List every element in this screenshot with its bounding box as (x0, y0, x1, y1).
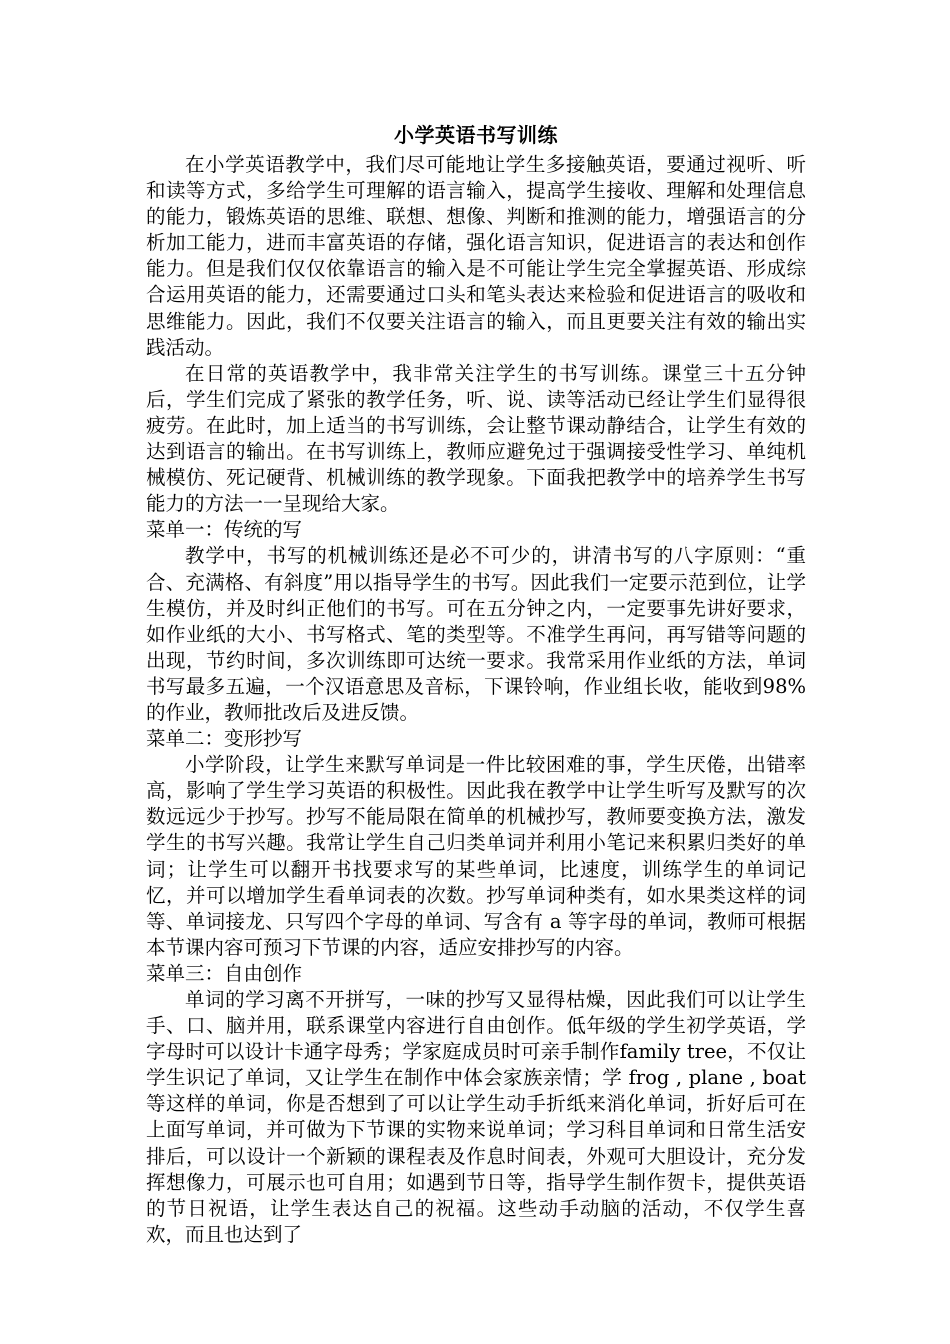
section-body-2: 小学阶段，让学生来默写单词是一件比较困难的事，学生厌倦，出错率高，影响了学生学习英语的积极性。因此我在教学中让学生听写及默写的次数远远少于抄写。抄写不能局限在简单的机械抄写，教师要变换方法，激发学生的书写兴趣。我常让学生自己归类单词并利用小笔记来积累归类好的单词；让学生可以翻开书找要求写的某些单词，比速度，训练学生的单词记忆，并可以增加学生看单词表的次数。抄写单词种类有，如水果类这样的词等、单词接龙、只写四个字母的单词、写含有 a 等字母的单词，教师可根据本节课内容可预习下节课的内容，适应安排抄写的内容。 (146, 753, 806, 959)
document-page (146, 118, 806, 1248)
section-body-3: 单词的学习离不开拼写，一味的抄写又显得枯燥，因此我们可以让学生手、口、脑并用，联系课堂内容进行自由创作。低年级的学生初学英语，学字母时可以设计卡通字母秀；学家庭成员时可亲手制作family tree，不仅让学生识记了单词，又让学生在制作中体会家族亲情；学 frog , plane , boat 等这样的单词，你是否想到了可以让学生动手折纸来消化单词，折好后可在上面写单词，并可做为下节课的实物来说单词；学习科目单词和日常生活安排后，可以设计一个新颖的课程表及作息时间表，外观可大胆设计，充分发挥想像力，可展示也可自用；如遇到节日等，指导学生制作贺卡，提供英语的节日祝语，让学生表达自己的祝福。这些动手动脑的活动，不仅学生喜欢，而且也达到了 (146, 988, 806, 1246)
section-heading-3: 菜单三：自由创作 (146, 961, 303, 985)
intro-paragraph-1: 在小学英语教学中，我们尽可能地让学生多接触英语，要通过视听、听和读等方式，多给学生可理解的语言输入，提高学生接收、理解和处理信息的能力，锻炼英语的思维、联想、想像、判断和推测的能力，增强语言的分析加工能力，进而丰富英语的存储，强化语言知识，促进语言的表达和创作能力。但是我们仅仅依靠语言的输入是不可能让学生完全掌握英语、形成综合运用英语的能力，还需要通过口头和笔头表达来检验和促进语言的吸收和思维能力。因此，我们不仅要关注语言的输入，而且更要关注有效的输出实践活动。 (146, 153, 806, 359)
section-body-1: 教学中，书写的机械训练还是必不可少的，讲清书写的八字原则：“重合、充满格、有斜度”用以指导学生的书写。因此我们一定要示范到位，让学生模仿，并及时纠正他们的书写。可在五分钟之内，一定要事先讲好要求，如作业纸的大小、书写格式、笔的类型等。不准学生再问，再写错等问题的出现，节约时间，多次训练即可达统一要求。我常采用作业纸的方法，单词书写最多五遍，一个汉语意思及音标，下课铃响，作业组长收，能收到98%的作业，教师批改后及进反馈。 (146, 544, 806, 724)
document-title: 小学英语书写训练 (394, 123, 558, 147)
section-heading-2: 菜单二：变形抄写 (146, 727, 303, 751)
section-heading-1: 菜单一：传统的写 (146, 518, 303, 542)
intro-paragraph-2: 在日常的英语教学中，我非常关注学生的书写训练。课堂三十五分钟后，学生们完成了紧张的教学任务，听、说、读等活动已经让学生们显得很疲劳。在此时，加上适当的书写训练，会让整节课动静结合，让学生有效的达到语言的输出。在书写训练上，教师应避免过于强调接受性学习、单纯机械模仿、死记硬背、机械训练的教学现象。下面我把教学中的培养学生书写能力的方法一一呈现给大家。 (146, 361, 806, 516)
